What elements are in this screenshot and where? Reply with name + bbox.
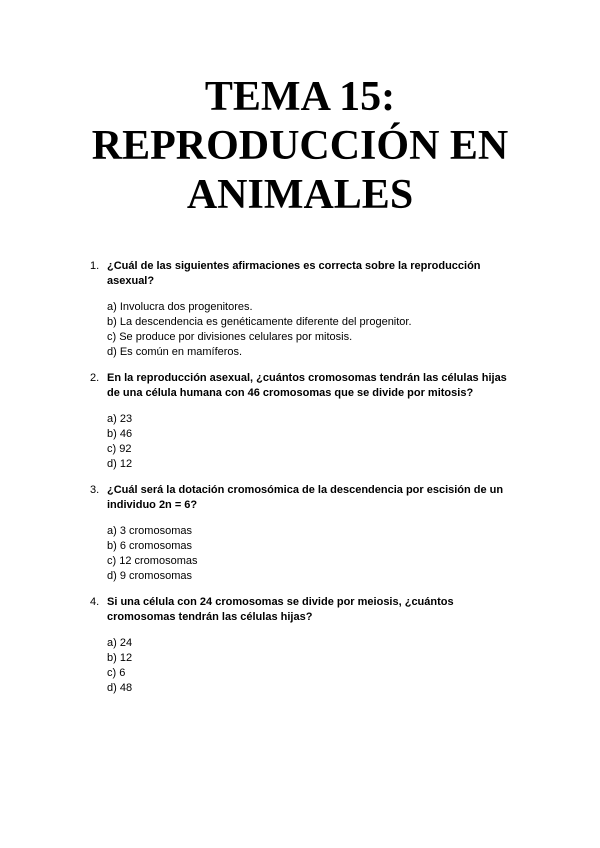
- option-list: [107, 636, 507, 696]
- option-b: b) 12: [107, 652, 133, 664]
- question-text: ¿Cuál de las siguientes afirmaciones es correcta sobre la reproducción asexual?: [107, 260, 481, 287]
- question-number: 1.: [90, 260, 100, 272]
- question-number: 3.: [90, 484, 100, 496]
- option-a: a) 23: [107, 413, 133, 425]
- question-text: ¿Cuál será la dotación cromosómica de la descendencia por escisión de un individuo 2n = 6?: [107, 484, 504, 511]
- option-d: d) 48: [107, 682, 133, 694]
- option-c: c) 12 cromosomas: [107, 555, 198, 567]
- option-c: c) Se produce por divisiones celulares por mitosis.: [107, 331, 353, 343]
- page-title: [0, 73, 600, 220]
- option-list: [107, 300, 507, 360]
- option-a: a) 24: [107, 637, 133, 649]
- option-b: b) La descendencia es genéticamente diferente del progenitor.: [107, 316, 412, 328]
- option-c: c) 92: [107, 443, 132, 455]
- option-b: b) 46: [107, 428, 133, 440]
- option-b: b) 6 cromosomas: [107, 540, 192, 552]
- option-list: [107, 524, 507, 584]
- question-number: 4.: [90, 596, 100, 608]
- title-line-1: TEMA 15:: [204, 74, 396, 120]
- option-d: d) 9 cromosomas: [107, 570, 192, 582]
- question-text: En la reproducción asexual, ¿cuántos cromosomas tendrán las células hijas de una célula humana con 46 cromosomas que se divide por mitosis?: [107, 372, 507, 399]
- option-a: a) Involucra dos progenitores.: [107, 301, 253, 313]
- title-line-3: ANIMALES: [186, 172, 414, 218]
- title-line-2: REPRODUCCIÓN EN: [91, 123, 509, 169]
- option-d: d) 12: [107, 458, 133, 470]
- question-text: Si una célula con 24 cromosomas se divide por meiosis, ¿cuántos cromosomas tendrán las células hijas?: [107, 596, 454, 623]
- option-d: d) Es común en mamíferos.: [107, 346, 243, 358]
- option-c: c) 6: [107, 667, 126, 679]
- question-number: 2.: [90, 372, 100, 384]
- option-a: a) 3 cromosomas: [107, 525, 192, 537]
- option-list: [107, 412, 507, 472]
